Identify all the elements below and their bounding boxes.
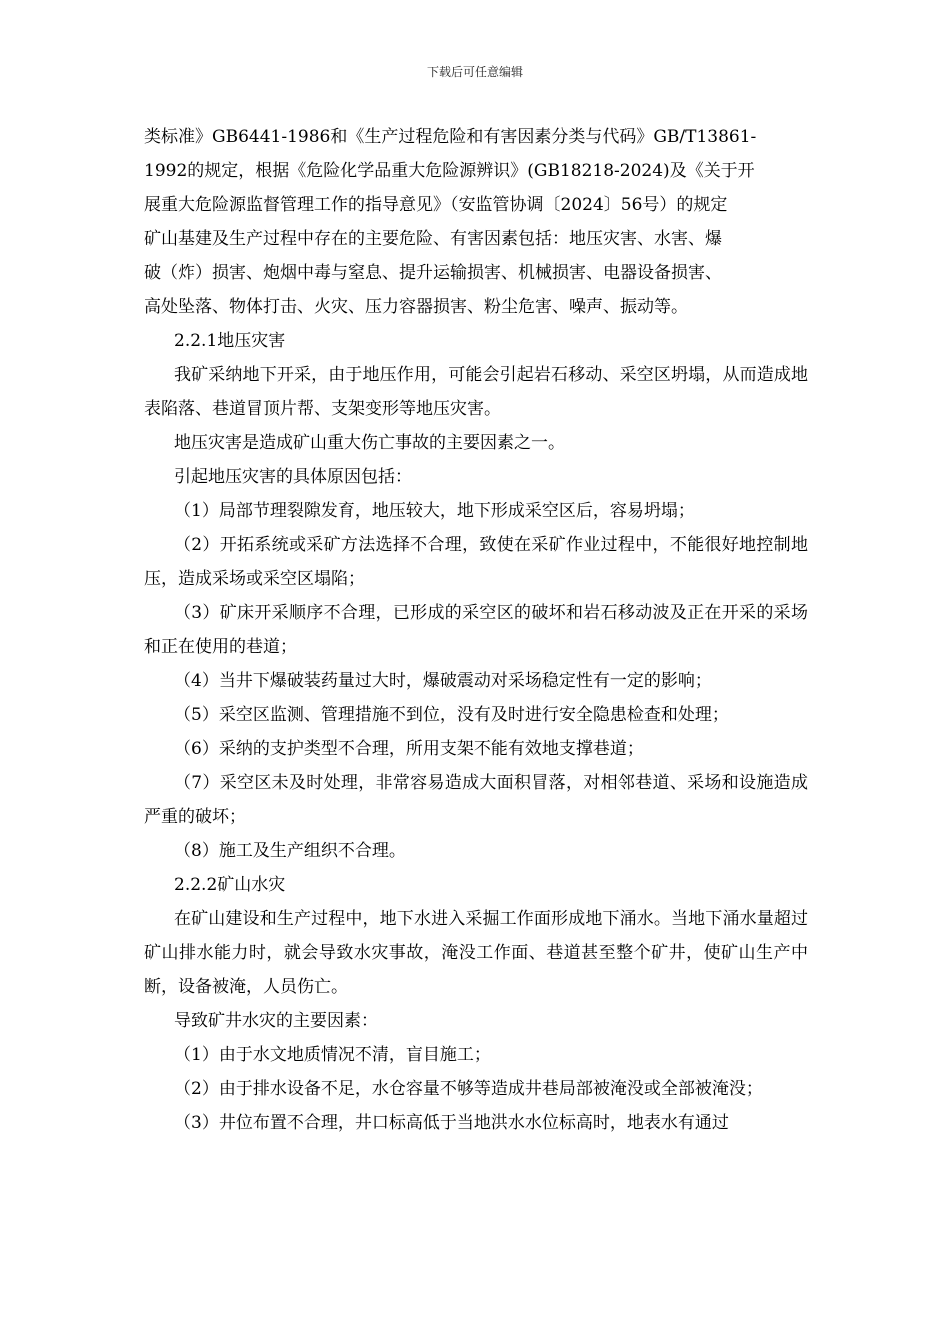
intro-line-5: 破（炸）损害、炮烟中毒与窒息、提升运输损害、机械损害、电器设备损害、	[144, 263, 722, 283]
paragraph: 在矿山建设和生产过程中，地下水进入采掘工作面形成地下涌水。当地下涌水量超过矿山排水能力时，就会导致水灾事故，淹没工作面、巷道甚至整个矿井，使矿山生产中断，设备被淹，人员伤亡。	[144, 909, 808, 997]
intro-line-6: 高处坠落、物体打击、火灾、压力容器损害、粉尘危害、噪声、振动等。	[144, 297, 688, 317]
list-item: （2）开拓系统或采矿方法选择不合理，致使在采矿作业过程中，不能很好地控制地压，造成采场或采空区塌陷；	[144, 535, 808, 589]
paragraph: 引起地压灾害的具体原因包括：	[174, 467, 412, 487]
list-item: （2）由于排水设备不足，水仓容量不够等造成井巷局部被淹没或全部被淹没；	[174, 1079, 763, 1099]
list-item: （3）井位布置不合理，井口标高低于当地洪水水位标高时，地表水有通过	[174, 1113, 729, 1133]
section-heading-221: 2.2.1地压灾害	[174, 331, 286, 351]
intro-line-1: 类标准》GB6441-1986和《生产过程危险和有害因素分类与代码》GB/T13861-	[144, 127, 757, 147]
paragraph: 导致矿井水灾的主要因素：	[174, 1011, 378, 1031]
intro-line-4: 矿山基建及生产过程中存在的主要危险、有害因素包括：地压灾害、水害、爆	[144, 229, 722, 249]
list-item: （1）局部节理裂隙发育，地压较大，地下形成采空区后，容易坍塌；	[174, 501, 695, 521]
intro-line-2: 1992的规定，根据《危险化学品重大危险源辨识》(GB18218-2024)及《关于开	[144, 161, 755, 181]
list-item: （3）矿床开采顺序不合理，已形成的采空区的破坏和岩石移动波及正在开采的采场和正在使用的巷道；	[144, 603, 808, 657]
list-item: （1）由于水文地质情况不清，盲目施工；	[174, 1045, 491, 1065]
intro-line-3: 展重大危险源监督管理工作的指导意见》（安监管协调〔2024〕56号）的规定	[144, 195, 728, 215]
paragraph: 地压灾害是造成矿山重大伤亡事故的主要因素之一。	[174, 433, 565, 453]
list-item: （8）施工及生产组织不合理。	[174, 841, 406, 861]
page-header: 下载后可任意编辑	[426, 65, 523, 79]
section-heading-222: 2.2.2矿山水灾	[174, 875, 286, 895]
paragraph: 我矿采纳地下开采，由于地压作用，可能会引起岩石移动、采空区坍塌，从而造成地表陷落、巷道冒顶片帮、支架变形等地压灾害。	[144, 365, 808, 419]
list-item: （4）当井下爆破装药量过大时，爆破震动对采场稳定性有一定的影响；	[174, 671, 712, 691]
document-body	[144, 120, 808, 1140]
list-item: （7）采空区未及时处理，非常容易造成大面积冒落，对相邻巷道、采场和设施造成严重的破坏；	[144, 773, 808, 827]
list-item: （5）采空区监测、管理措施不到位，没有及时进行安全隐患检查和处理；	[174, 705, 729, 725]
list-item: （6）采纳的支护类型不合理，所用支架不能有效地支撑巷道；	[174, 739, 644, 759]
